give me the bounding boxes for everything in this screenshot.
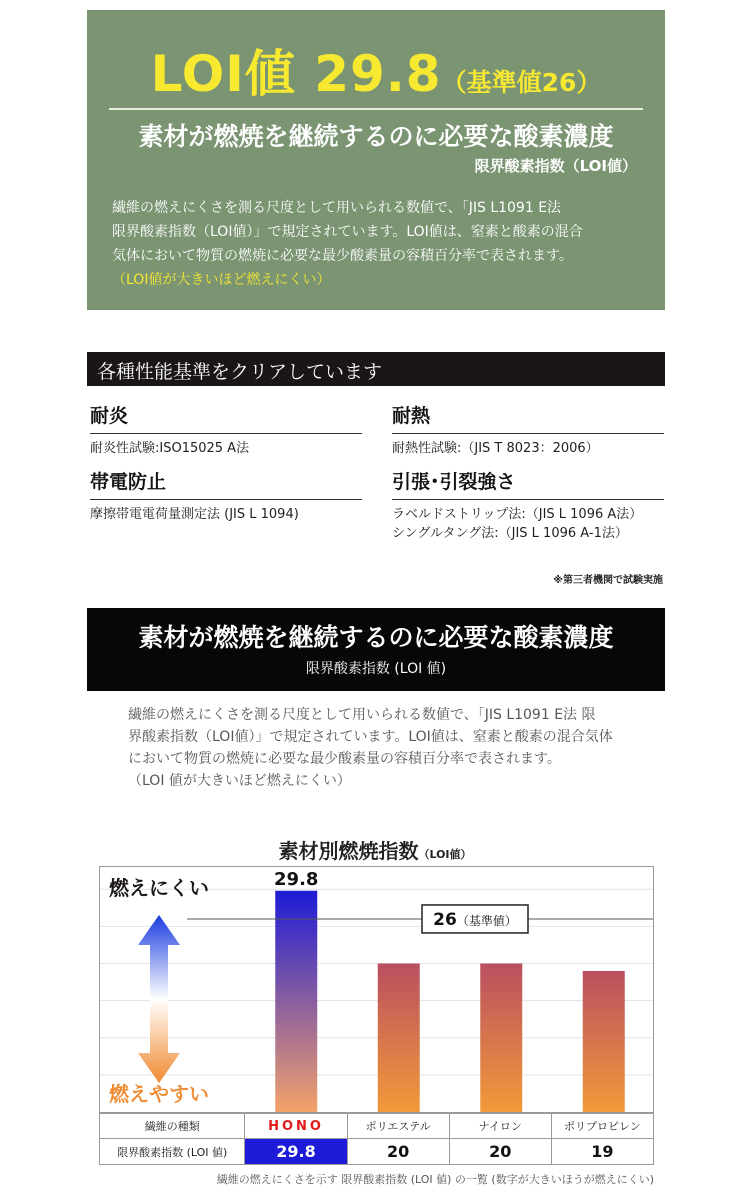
- divider: [90, 433, 362, 434]
- loi-box-title: 素材が燃焼を継続するのに必要な酸素濃度: [138, 623, 614, 652]
- loi-box: [87, 608, 665, 691]
- loi-panel-subtitle: 限界酸素指数（LOI値）: [474, 157, 637, 175]
- table-cell-value: 19: [551, 1139, 653, 1164]
- divider: [392, 499, 664, 500]
- standard-tensile: [392, 468, 664, 543]
- body-line: 限界酸素指数（LOI値）」で規定されています。LOI値は、窒素と酸素の混合: [112, 224, 583, 240]
- chart-title-sub: （LOI値）: [418, 848, 472, 861]
- standard-detail: 耐炎性試験:ISO15025 A法: [90, 441, 250, 456]
- loi-box-subtitle: 限界酸素指数 (LOI 値): [305, 661, 447, 677]
- table-cell-name: HONO: [244, 1114, 346, 1138]
- divider: [90, 499, 362, 500]
- label-hard-to-burn: 燃えにくい: [109, 876, 209, 900]
- divider: [109, 108, 643, 110]
- table-cell-name: ポリエステル: [347, 1114, 449, 1138]
- loi-headline-main: LOI値 29.8: [150, 45, 442, 103]
- loi-box-body: [128, 704, 648, 792]
- chart-title: [0, 835, 750, 864]
- body-line: 気体において物質の燃焼に必要な最少酸素量の容積百分率で表されます。: [112, 248, 573, 264]
- loi-highlight-note: （LOI値が大きいほど燃えにくい）: [112, 272, 331, 288]
- loi-panel: [87, 10, 665, 310]
- loi-headline: [87, 34, 665, 106]
- chart-caption: 繊維の燃えにくさを示す 限界酸素指数 (LOI 値) の一覧 (数字が大きいほうが燃えにくい): [216, 1173, 654, 1186]
- bar-0: [275, 891, 317, 1112]
- bar-3: [583, 971, 625, 1112]
- standard-detail: 摩擦帯電電荷量測定法 (JIS L 1094): [90, 507, 299, 522]
- standard-detail: シングルタング法:（JIS L 1096 A-1法）: [392, 526, 628, 541]
- body-line: （LOI 値が大きいほど燃えにくい）: [128, 773, 351, 789]
- table-cell-name: ナイロン: [449, 1114, 551, 1138]
- table-header-fiber: 繊維の種類: [144, 1120, 200, 1133]
- reference-label: 26（基準値）: [433, 909, 517, 930]
- body-line: 繊維の燃えにくさを測る尺度として用いられる数値で、「JIS L1091 E法: [112, 200, 562, 216]
- body-line: 界酸素指数（LOI値）」で規定されています。LOI値は、窒素と酸素の混合気体: [128, 729, 613, 745]
- standard-antistatic: [90, 468, 362, 524]
- table-cell-value: 29.8: [244, 1139, 346, 1164]
- table-cell-value: 20: [347, 1139, 449, 1164]
- difficulty-arrow-icon: [138, 915, 180, 1083]
- standards-bar: [87, 352, 665, 386]
- standard-heading: 耐熱: [392, 405, 431, 427]
- label-easy-to-burn: 燃えやすい: [109, 1082, 209, 1106]
- standards-bar-title: 各種性能基準をクリアしています: [97, 361, 383, 383]
- standard-flame: [90, 402, 362, 458]
- bar-1: [378, 964, 420, 1112]
- standard-heat: [392, 402, 664, 458]
- table-cell-name: ポリプロピレン: [551, 1114, 653, 1138]
- third-party-note: ※第三者機関で試験実施: [553, 575, 663, 586]
- standard-heading: 帯電防止: [90, 471, 167, 493]
- standard-heading: 引張･引裂強さ: [392, 471, 516, 493]
- standard-detail: ラベルドストリップ法:（JIS L 1096 A法）: [392, 507, 643, 522]
- body-line: 繊維の燃えにくさを測る尺度として用いられる数値で、「JIS L1091 E法 限: [128, 707, 596, 723]
- bar-value-label: 29.8: [274, 868, 319, 890]
- chart-frame: [99, 866, 654, 1113]
- table-cell-value: 20: [449, 1139, 551, 1164]
- bar-2: [480, 964, 522, 1112]
- standard-heading: 耐炎: [90, 405, 129, 427]
- chart-title-main: 素材別燃焼指数: [278, 839, 419, 863]
- standard-detail: 耐熱性試験:（JIS T 8023：2006）: [392, 441, 599, 456]
- body-line: において物質の燃焼に必要な最少酸素量の容積百分率で表されます。: [128, 751, 561, 767]
- table-header-loi: 限界酸素指数 (LOI 値): [117, 1145, 228, 1159]
- loi-panel-body: [112, 196, 652, 292]
- chart-table-names-row: [99, 1113, 654, 1139]
- loi-headline-sub: （基準値26）: [441, 68, 602, 97]
- loi-bar-chart: [100, 867, 653, 1112]
- divider: [392, 433, 664, 434]
- chart-table-values-row: [99, 1139, 654, 1165]
- loi-panel-title: 素材が燃焼を継続するのに必要な酸素濃度: [138, 122, 614, 151]
